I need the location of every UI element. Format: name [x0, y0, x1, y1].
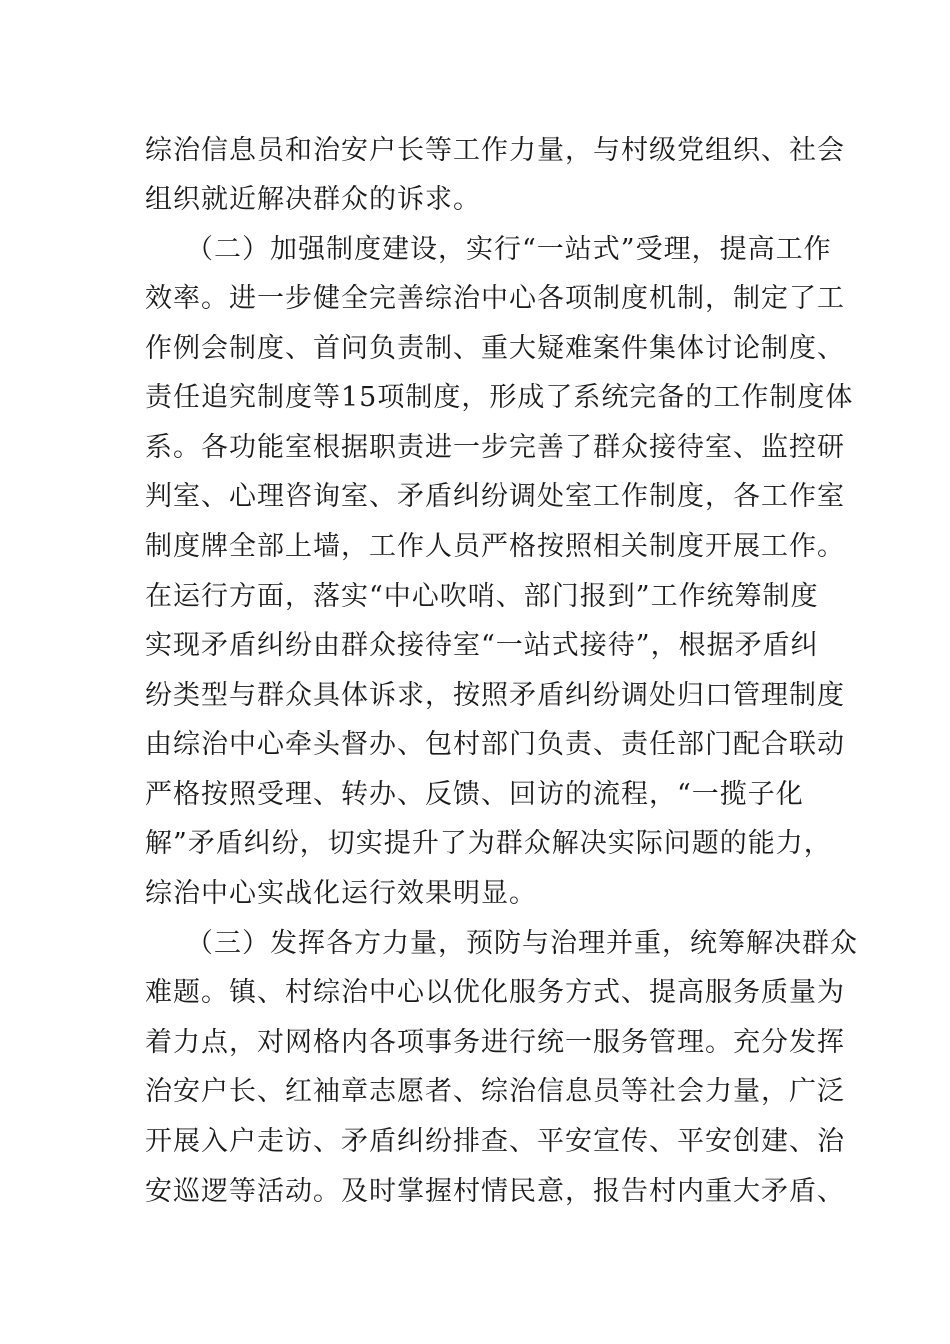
text-line: 难题。镇、村综治中心以优化服务方式、提高服务质量为	[145, 977, 845, 1008]
text-line: 综治信息员和治安户长等工作力量，与村级党组织、社会	[145, 135, 845, 166]
text-line: 综治中心实战化运行效果明显。	[145, 878, 537, 909]
text-line: 由综治中心牵头督办、包村部门负责、责任部门配合联动	[145, 729, 845, 760]
text-line: 解”矛盾纠纷，切实提升了为群众解决实际问题的能力，	[145, 828, 832, 859]
text-line: 严格按照受理、转办、反馈、回访的流程，“一揽子化	[145, 779, 804, 810]
text-line: 效率。进一步健全完善综治中心各项制度机制，制定了工	[145, 283, 845, 314]
text-line: 判室、心理咨询室、矛盾纠纷调处室工作制度，各工作室	[145, 481, 845, 512]
text-line: 组织就近解决群众的诉求。	[145, 184, 481, 215]
text-line: 作例会制度、首问负责制、重大疑难案件集体讨论制度、	[145, 333, 845, 364]
text-line: 实现矛盾纠纷由群众接待室“一站式接待”，根据矛盾纠	[145, 630, 819, 661]
text-line: 纷类型与群众具体诉求，按照矛盾纠纷调处归口管理制度	[145, 680, 845, 711]
text-line: 在运行方面，落实“中心吹哨、部门报到”工作统筹制度	[145, 581, 819, 612]
section-heading-line: （二）加强制度建设，实行“一站式”受理，提高工作	[186, 234, 832, 265]
text-line: 着力点，对网格内各项事务进行统一服务管理。充分发挥	[145, 1027, 845, 1058]
text-line: 开展入户走访、矛盾纠纷排查、平安宣传、平安创建、治	[145, 1126, 845, 1157]
text-line: 系。各功能室根据职责进一步完善了群众接待室、监控研	[145, 432, 845, 463]
text-line: 治安户长、红袖章志愿者、综治信息员等社会力量，广泛	[145, 1076, 845, 1107]
text-line: 责任追究制度等15项制度，形成了系统完备的工作制度体	[145, 382, 854, 413]
text-line: 安巡逻等活动。及时掌握村情民意，报告村内重大矛盾、	[145, 1176, 845, 1207]
text-line: 制度牌全部上墙，工作人员严格按照相关制度开展工作。	[145, 531, 845, 562]
section-heading-line: （三）发挥各方力量，预防与治理并重，统筹解决群众	[186, 928, 858, 959]
